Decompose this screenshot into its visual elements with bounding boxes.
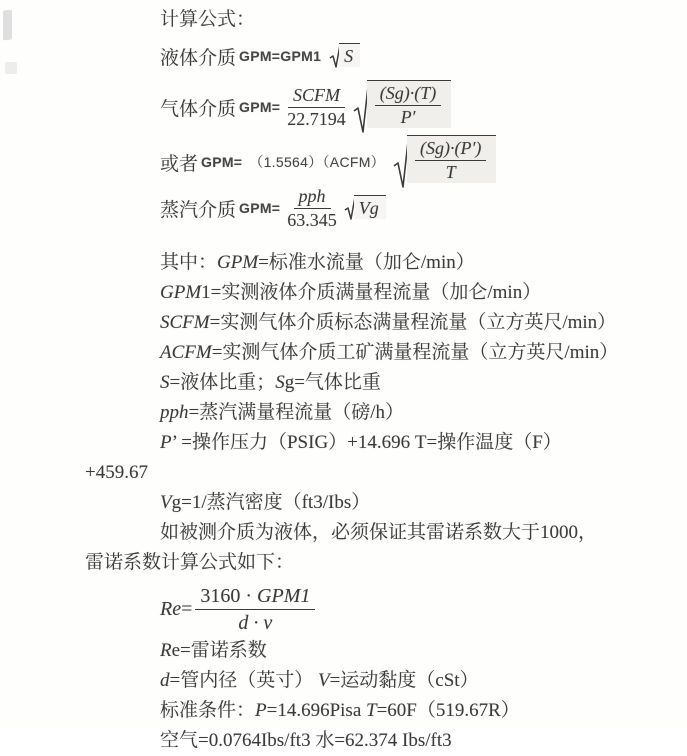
variable-name: d [160, 670, 170, 691]
fraction-numerator: SCFM [288, 85, 345, 108]
reynolds-num-coefficient: 3160 · [200, 584, 258, 607]
formula-steam-label: 蒸汽介质 [160, 199, 237, 221]
variable-name: T [366, 700, 377, 721]
definition-line [160, 518, 665, 548]
definition-line [160, 248, 665, 278]
formula-alternative [160, 138, 665, 186]
definition-line [85, 548, 665, 578]
formula-liquid-label: 液体介质 [160, 47, 237, 69]
fraction-numerator: pph [294, 186, 331, 209]
variable-name: V [317, 670, 330, 691]
definition-text: =实测气体介质工矿满量程流量（立方英尺/min） [211, 342, 619, 363]
page-title: 计算公式： [160, 9, 256, 30]
variable-name: ACFM [160, 342, 212, 363]
definitions-block-upper [85, 248, 665, 578]
definition-text: =管内径（英寸） [169, 670, 314, 691]
formula-liquid-lead: GPM=GPM1 [239, 48, 322, 64]
fraction [415, 138, 486, 183]
definition-text: ’ =操作压力（PSIG）+14.696 T=操作温度（F） [171, 432, 562, 453]
definition-line [160, 636, 665, 666]
definition-text: +459.67 [85, 462, 148, 483]
definition-text: g=1/蒸汽密度（ft3/Ibs） [171, 492, 371, 513]
sqrt-radical-icon [353, 80, 452, 134]
formula-reynolds-lhs: Re [160, 597, 182, 620]
scan-artifact [3, 10, 12, 41]
fraction-numerator: (Sg)·(T) [375, 83, 442, 106]
definition-text: =液体比重； [169, 372, 276, 393]
reynolds-num-variable: GPM1 [257, 584, 311, 607]
variable-name: P [160, 432, 172, 453]
definition-text: 如被测介质为液体，必须保证其雷诺系数大于1000， [160, 522, 598, 543]
definition-line [160, 338, 665, 368]
formula-alternative-lead: GPM= [201, 154, 243, 170]
formula-steam [160, 186, 665, 230]
definition-line [160, 398, 665, 428]
definition-text: 空气=0.0764Ibs/ft3 水=62.374 Ibs/ft3 [160, 730, 452, 751]
fraction-denominator: T [445, 162, 456, 182]
fraction-denominator: d · v [238, 611, 273, 634]
definition-line [160, 696, 665, 726]
definition-text: 其中： [160, 252, 218, 273]
definition-line [85, 458, 665, 488]
formula-steam-lead: GPM= [239, 200, 281, 216]
formula-alternative-label: 或者 [160, 153, 199, 175]
fraction-numerator [195, 584, 315, 610]
fraction-numerator: (Sg)·(P′) [415, 138, 486, 161]
formula-liquid-radicand: S [339, 43, 360, 67]
formula-gas-lead: GPM= [239, 99, 281, 115]
variable-name: P [255, 700, 267, 721]
definition-text: =实测气体介质标态满量程流量（立方英尺/min） [209, 312, 617, 333]
variable-name: GPM [217, 252, 259, 273]
formula-steam-radicand: Vg [354, 195, 386, 219]
variable-name: SCFM [160, 312, 210, 333]
definition-line [160, 308, 665, 338]
definitions-block-lower [85, 636, 665, 756]
formula-liquid [160, 40, 665, 72]
scan-artifact [5, 62, 17, 74]
definition-text: =运动黏度（cSt） [329, 670, 479, 691]
definition-text: 1=实测液体介质满量程流量（加仑/min） [201, 282, 542, 303]
definition-line [160, 278, 665, 308]
definition-text: e=雷诺系数 [171, 640, 267, 661]
equals-sign: = [181, 597, 193, 620]
variable-name: V [160, 492, 172, 513]
sqrt-radical-icon [344, 195, 386, 221]
fraction-denominator: 63.345 [287, 209, 337, 230]
fraction-denominator: P′ [400, 107, 416, 127]
formula-alternative-factors: （1.5564）（ACFM） [249, 154, 385, 170]
sqrt-radical-icon [329, 43, 360, 69]
formula-gas-label: 气体介质 [160, 98, 237, 120]
fraction [287, 186, 337, 231]
definition-text: =60F（519.67R） [376, 700, 520, 721]
definition-line [160, 666, 665, 696]
definition-text: =蒸汽满量程流量（磅/h） [188, 402, 404, 423]
definition-line [160, 428, 665, 458]
variable-name: R [160, 640, 172, 661]
definition-text: g=气体比重 [284, 372, 381, 393]
definition-text: 雷诺系数计算公式如下： [85, 552, 295, 573]
formula-reynolds [160, 584, 665, 634]
variable-name: pph [160, 402, 189, 423]
sqrt-radical-icon [393, 135, 496, 189]
definition-line [160, 368, 665, 398]
radicand [367, 80, 452, 128]
variable-name: S [275, 372, 285, 393]
fraction [375, 83, 442, 128]
fraction [287, 85, 346, 130]
fraction-denominator: 22.7194 [287, 108, 346, 129]
fraction [195, 584, 315, 635]
definition-line [160, 726, 665, 756]
variable-name: GPM [160, 282, 202, 303]
definition-text: 标准条件： [160, 700, 256, 721]
definition-line [160, 488, 665, 518]
radicand [407, 135, 496, 183]
definition-text: =标准水流量（加仑/min） [258, 252, 475, 273]
formula-gas [160, 78, 665, 136]
variable-name: S [160, 372, 170, 393]
definition-text: =14.696Pisa [266, 700, 362, 721]
